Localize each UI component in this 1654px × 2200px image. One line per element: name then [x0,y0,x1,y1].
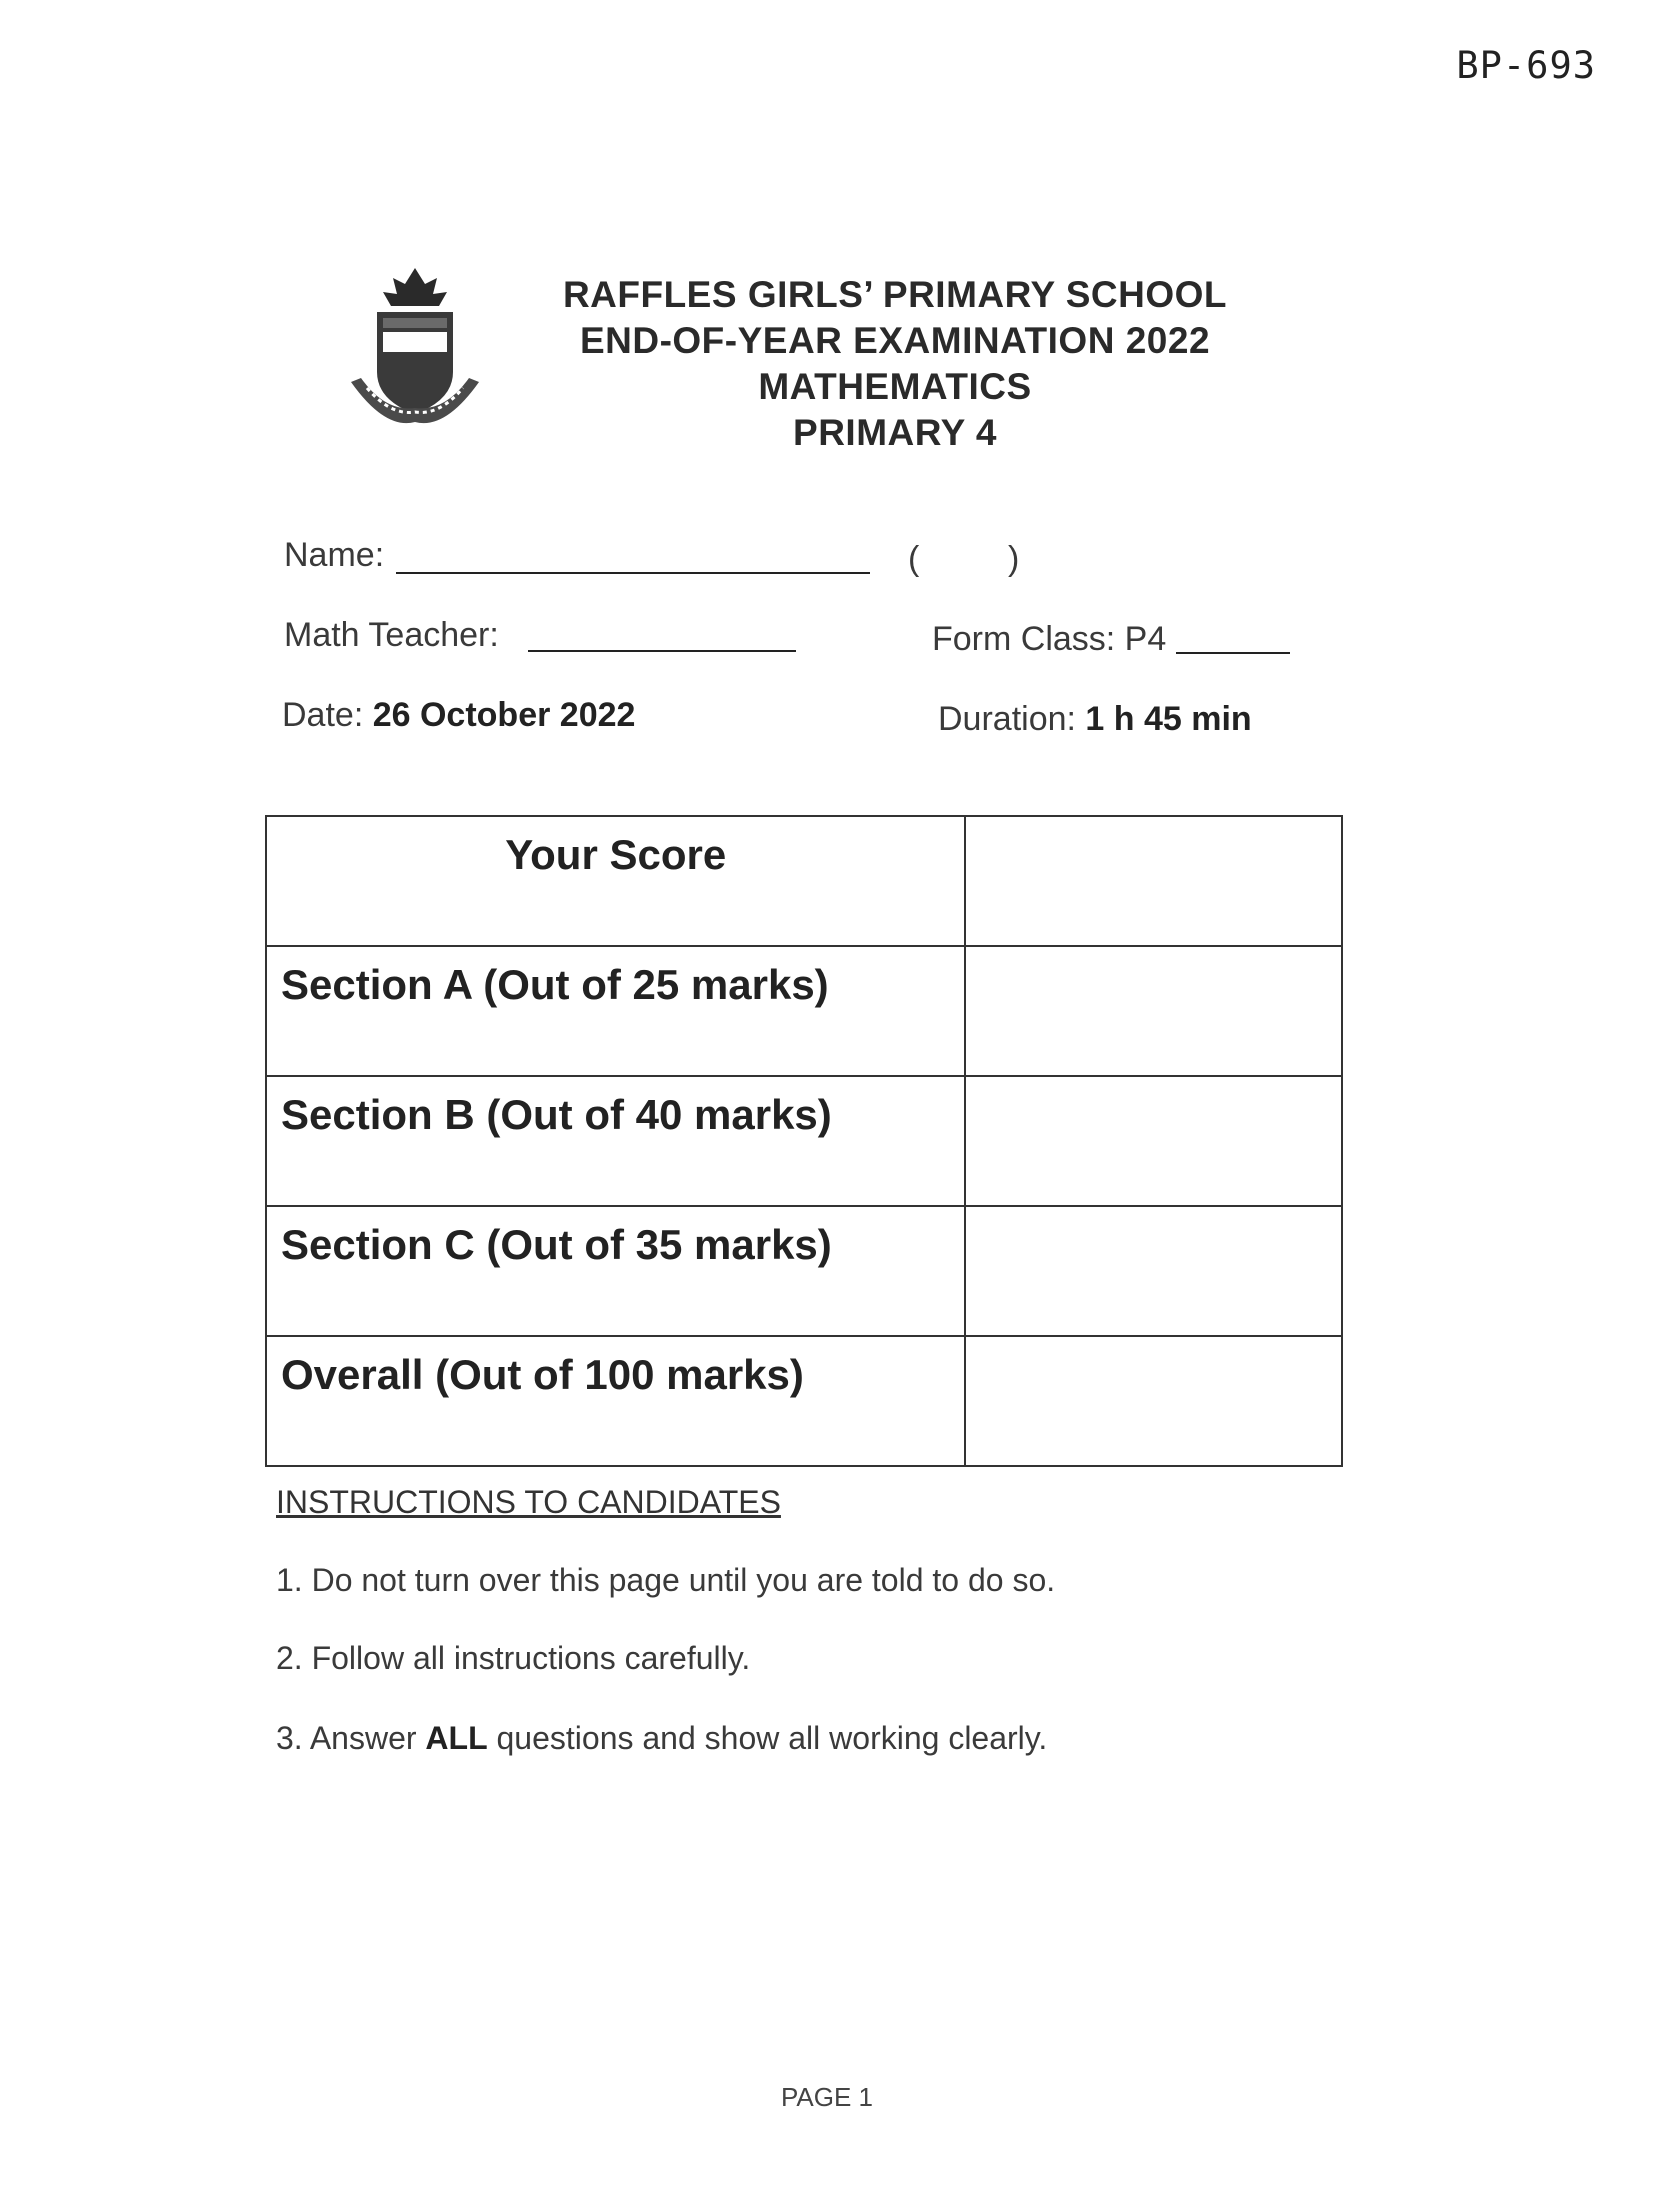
duration-line [938,700,1252,739]
instruction-item [276,1640,750,1677]
school-name: RAFFLES GIRLS’ PRIMARY SCHOOL [562,274,1228,315]
instructions-title: INSTRUCTIONS TO CANDIDATES [276,1484,781,1520]
instruction-text: Do not turn over this page until you are told to do so. [311,1562,1056,1598]
your-score-header: Your Score [266,816,965,946]
instruction-text-post: questions and show all working clearly. [496,1720,1048,1756]
math-teacher-label: Math Teacher: [284,616,499,654]
total-score-box[interactable] [965,816,1342,946]
document-code: BP-693 [1456,44,1596,87]
level-title: PRIMARY 4 [793,412,997,453]
score-row-section-a [266,946,1342,1076]
index-paren-close: ) [1008,540,1020,578]
form-class-input-line[interactable] [1176,652,1290,654]
instruction-text: Follow all instructions carefully. [311,1640,751,1676]
duration-label: Duration: [938,700,1076,738]
date-line [282,696,635,735]
school-crest-icon [345,262,485,432]
overall-score-box[interactable] [965,1336,1342,1466]
section-c-score-box[interactable] [965,1206,1342,1336]
instruction-text-emphasis: ALL [425,1720,488,1756]
date-label: Date: [282,696,364,734]
score-row-section-b [266,1076,1342,1206]
name-input-line[interactable] [396,572,870,574]
section-a-score-box[interactable] [965,946,1342,1076]
index-paren-open: ( [908,540,920,578]
date-value: 26 October 2022 [372,696,636,734]
duration-value: 1 h 45 min [1085,700,1252,738]
section-b-score-box[interactable] [965,1076,1342,1206]
score-row-overall [266,1336,1342,1466]
instruction-text-pre: Answer [309,1720,417,1756]
page-number: PAGE 1 [780,2082,873,2112]
instruction-number: 2. [276,1640,303,1676]
score-row-section-c [266,1206,1342,1336]
section-b-label: Section B (Out of 40 marks) [266,1076,965,1206]
instruction-item [276,1562,1055,1599]
section-c-label: Section C (Out of 35 marks) [266,1206,965,1336]
math-teacher-input-line[interactable] [528,650,796,652]
instruction-number: 1. [276,1562,303,1598]
instruction-number: 3. [276,1720,303,1756]
exam-title: END-OF-YEAR EXAMINATION 2022 [579,320,1211,361]
score-table [265,815,1343,1467]
section-a-label: Section A (Out of 25 marks) [266,946,965,1076]
subject-title: MATHEMATICS [758,366,1032,407]
exam-header [490,272,1300,456]
name-label: Name: [284,536,385,574]
instruction-item [276,1720,1047,1757]
score-table-header-row [266,816,1342,946]
overall-label: Overall (Out of 100 marks) [266,1336,965,1466]
form-class-label: Form Class: P4 [932,620,1167,658]
